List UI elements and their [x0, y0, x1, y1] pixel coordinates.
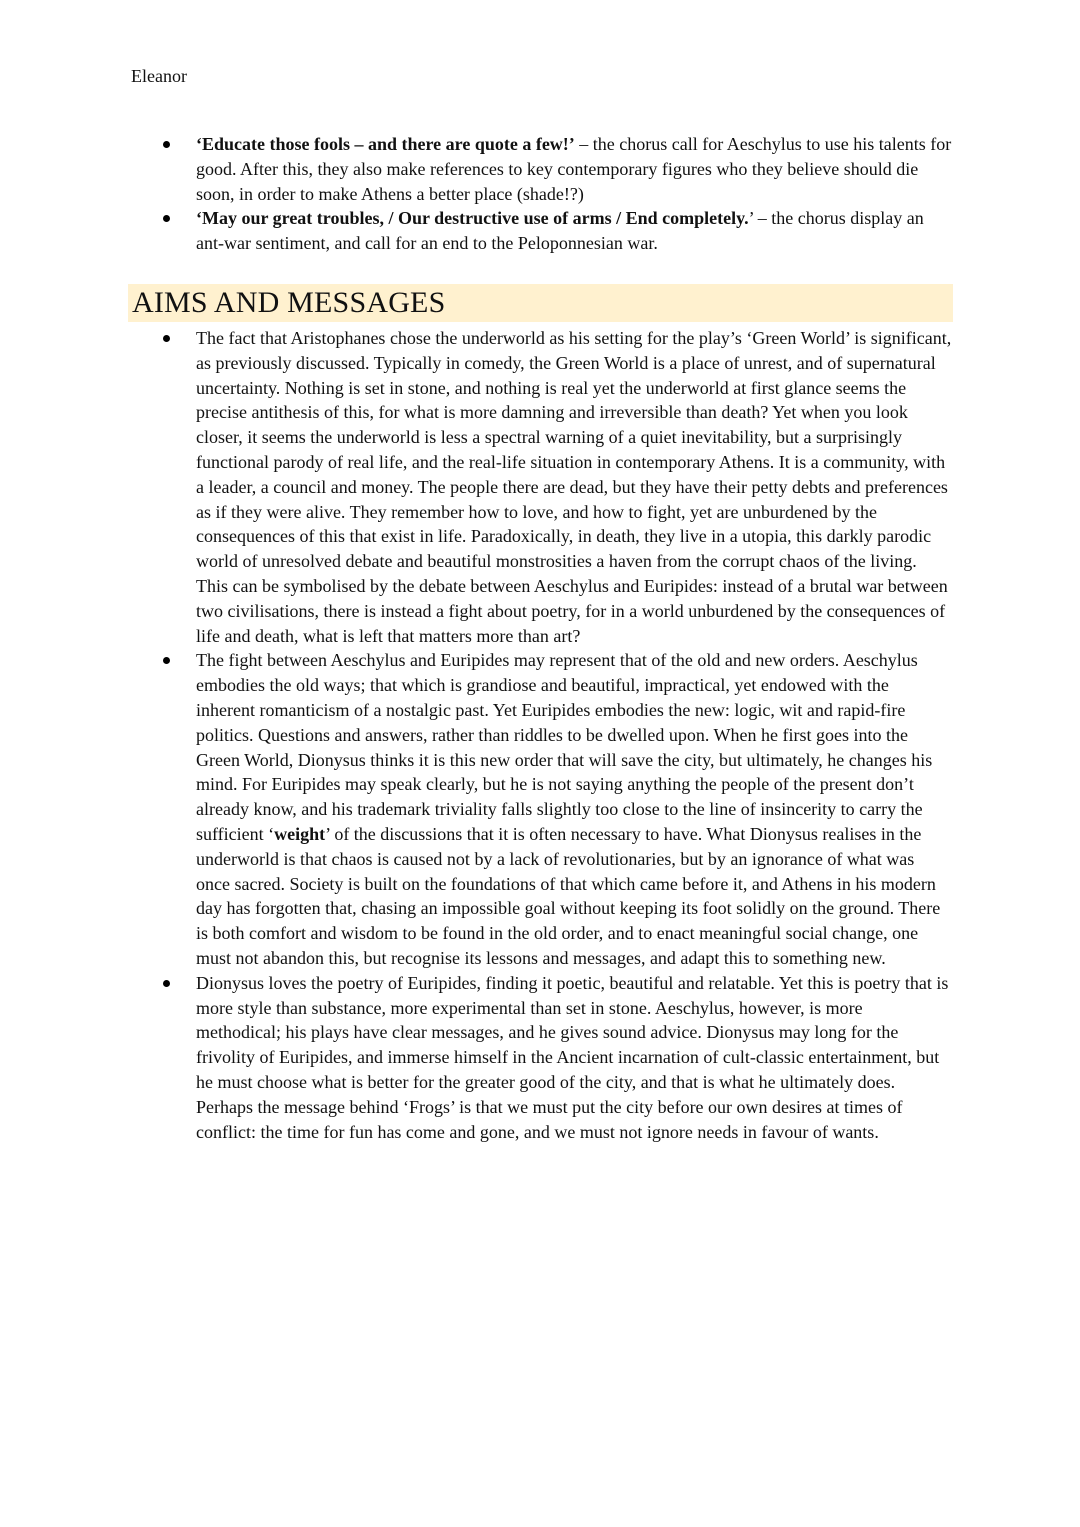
bullet-icon	[163, 657, 170, 664]
section-title: AIMS AND MESSAGES	[132, 286, 446, 319]
list-item	[0, 206, 1080, 256]
bullet-text: – the chorus call for Aeschylus to use his talents for good. After this, they also make references to key contemporary figures who they believe should die soon, in order to make Athens a better place (shade!?)	[196, 134, 952, 204]
list-item	[0, 971, 1080, 1145]
quote-text: ‘Educate those fools – and there are quote a few!’	[196, 134, 575, 154]
bullet-icon	[163, 335, 170, 342]
bullet-text: ’ – the chorus display an ant-war sentiment, and call for an end to the Peloponnesian war.	[196, 208, 924, 254]
aims-list	[0, 326, 1080, 1144]
paragraph-text: Dionysus loves the poetry of Euripides, finding it poetic, beautiful and relatable. Yet this is poetry that is more style than substance, more experimental than set in stone. Aeschylus, however, is more methodical; his plays have clear messages, and he gives sound advice. Dionysus may long for the frivolity of Euripides, and immerse himself in the Ancient incarnation of cult-classic entertainment, but he must choose what is better for the greater good of the city, and that is what he ultimately does. Perhaps the message behind ‘Frogs’ is that we must put the city before our own desires at times of conflict: the time for fun has come and gone, and we must not ignore needs in favour of wants.	[196, 972, 949, 1142]
bullet-icon	[163, 215, 170, 222]
list-item	[0, 648, 1080, 970]
paragraph-text: The fact that Aristophanes chose the underworld as his setting for the play’s ‘Green World’ is significant, as previously discussed. Typically in comedy, the Green World is a place of unrest, and of supernatural uncertainty. Nothing is set in stone, and nothing is real yet the underworld at first glance seems the precise antithesis of this, for what is more damning and irreversible than death? Yet when you look closer, it seems the underworld is less a spectral warning of a quiet inevitability, but a surprisingly functional parody of real life, and the real-life situation in contemporary Athens. It is a community, with a leader, a council and money. The people there are dead, but they have their petty debts and preferences as if they were alive. They remember how to love, and how to fight, yet are unburdened by the consequences of this that exist in life. Paradoxically, in death, they live in a utopia, this darkly parodic world of unresolved debate and beautiful monstrosities a haven from the corrupt chaos of the living. This can be symbolised by the debate between Aeschylus and Euripides: instead of a brutal war between two civilisations, there is instead a fight about poetry, for in a world unburdened by the consequences of life and death, what is left that matters more than art?	[196, 328, 952, 646]
paragraph-text: ’ of the discussions that it is often necessary to have. What Dionysus realises in the underworld is that chaos is caused not by a lack of revolutionaries, but by an ignorance of what was once sacred. Society is built on the foundations of that which came before it, and Athens in his modern day has forgotten that, chasing an impossible goal without keeping its foot solidly on the ground. There is both comfort and wisdom to be found in the old order, and to enact meaningful social change, one must not abandon this, but recognise its lessons and messages, and adapt this to something new.	[196, 823, 941, 968]
quote-list	[0, 132, 1080, 256]
list-item	[0, 132, 1080, 206]
section-heading	[128, 284, 953, 322]
list-item	[0, 326, 1080, 648]
bullet-icon	[163, 980, 170, 987]
quote-text: ‘May our great troubles, / Our destructive use of arms / End completely.	[196, 208, 749, 229]
bullet-icon	[163, 141, 170, 148]
paragraph-text: The fight between Aeschylus and Euripides may represent that of the old and new orders. Aeschylus embodies the old ways; that which is grandiose and beautiful, impractical, yet endowed with the inherent romanticism of a nostalgic past. Yet Euripides embodies the new: logic, wit and rapid-fire politics. Questions and answers, rather than riddles to be dwelled upon. When he first goes into the Green World, Dionysus thinks it is this new order that will save the city, but ultimately, he changes his mind. For Euripides may speak clearly, but he is not saying anything the people of the present don’t already know, and his trademark triviality falls slightly too close to the line of insincerity to carry the sufficient ‘	[196, 650, 933, 844]
author-name: Eleanor	[131, 66, 187, 86]
emphasis-text: weight	[274, 823, 326, 844]
